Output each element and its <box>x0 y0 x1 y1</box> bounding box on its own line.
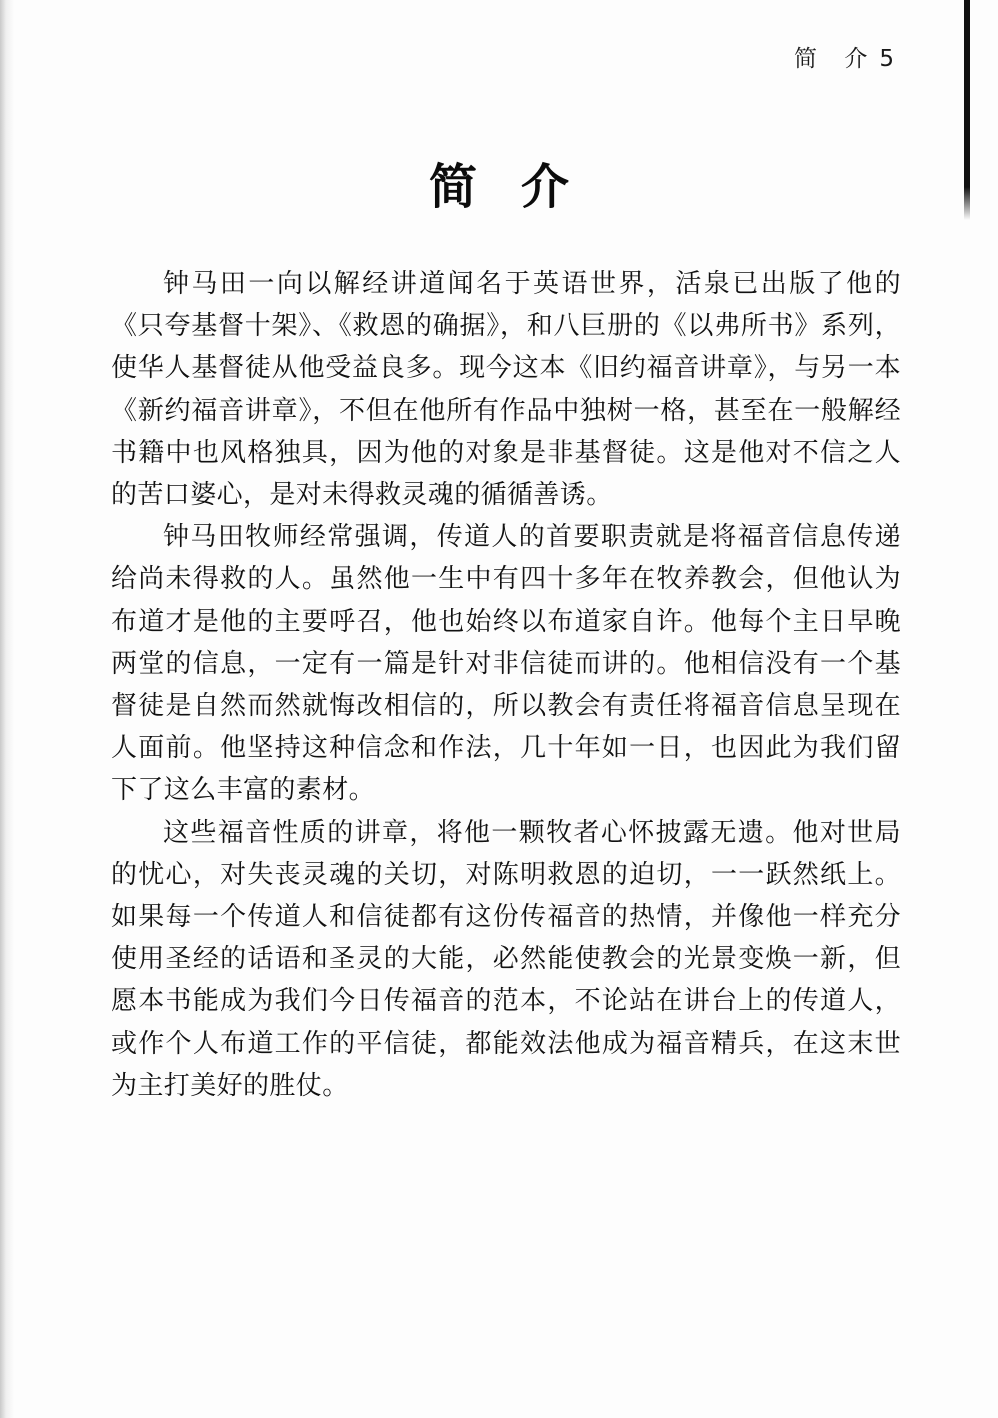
paragraph-3: 这些福音性质的讲章，将他一颗牧者心怀披露无遗。他对世局的忧心，对失丧灵魂的关切，对陈明救恩的迫切，一一跃然纸上。如果每一个传道人和信徒都有这份传福音的热情，并像他一样充分使用圣经的话语和圣灵的大能，必然能使教会的光景变焕一新，但愿本书能成为我们今日传福音的范本，不论站在讲台上的传道人，或作个人布道工作的平信徒，都能效法他成为福音精兵，在这末世为主打美好的胜仗。 <box>111 817 901 1101</box>
page-number: 5 <box>879 46 894 72</box>
chapter-title: 简介 <box>428 159 613 215</box>
body-text <box>111 263 901 1107</box>
running-header <box>794 40 894 73</box>
running-header-section: 简 介 <box>794 46 878 72</box>
paragraph-2: 钟马田牧师经常强调，传道人的首要职责就是将福音信息传递给尚未得救的人。虽然他一生中有四十多年在牧养教会，但他认为布道才是他的主要呼召，他也始终以布道家自许。他每个主日早晚两堂的信息，一定有一篇是针对非信徒而讲的。他相信没有一个基督徒是自然而然就悔改相信的，所以教会有责任将福音信息呈现在人面前。他坚持这种信念和作法，几十年如一日，也因此为我们留下了这么丰富的素材。 <box>111 522 901 806</box>
paragraph-1: 钟马田一向以解经讲道闻名于英语世界，活泉已出版了他的《只夸基督十架》、《救恩的确据》，和八巨册的《以弗所书》系列，使华人基督徒从他受益良多。现今这本《旧约福音讲章》，与另一本《新约福音讲章》，不但在他所有作品中独树一格，甚至在一般解经书籍中也风格独具，因为他的对象是非基督徒。这是他对不信之人的苦口婆心，是对未得救灵魂的循循善诱。 <box>111 269 901 511</box>
